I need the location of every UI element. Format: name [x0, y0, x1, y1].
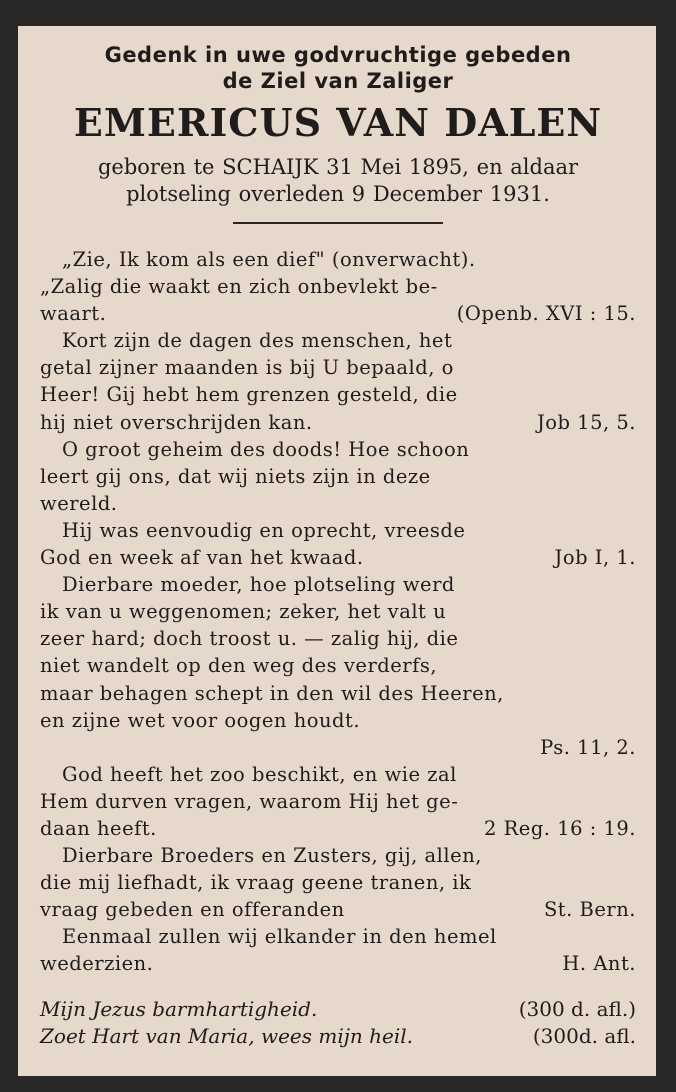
verse-line: O groot geheim des doods! Hoe schoon — [62, 437, 470, 461]
verse-last-line — [40, 544, 636, 571]
verse-line: God en week af van het kwaad. — [40, 546, 364, 570]
prayer-text: Zoet Hart van Maria, wees mijn heil. — [40, 1023, 414, 1048]
header-line-1: Gedenk in uwe godvruchtige gebeden — [104, 43, 572, 67]
verse-line: Hij was eenvoudig en oprecht, vreesde — [62, 518, 466, 542]
born-line-2: plotseling overleden 9 December 1931. — [126, 182, 550, 206]
verse — [40, 246, 636, 327]
verse-line: hij niet overschrijden kan. — [40, 410, 313, 434]
birth-death-info — [40, 154, 636, 208]
verse-last-line — [40, 815, 636, 842]
verse-line: maar behagen schept in den wil des Heeren, — [40, 681, 504, 705]
verse — [40, 842, 636, 923]
verse-line: Hem durven vragen, waarom Hij het ge- — [40, 789, 459, 813]
verse-line: vraag gebeden en offeranden — [40, 898, 345, 922]
verses-block — [40, 246, 636, 978]
verse-line: wederzien. — [40, 952, 154, 976]
verse-line: daan heeft. — [40, 816, 157, 840]
footer-prayer-line — [40, 1023, 636, 1050]
scripture-reference: Ps. 11, 2. — [540, 735, 636, 759]
verse — [40, 517, 636, 571]
header-line-2: de Ziel van Zaliger — [222, 69, 454, 93]
verse-last-line — [40, 950, 636, 977]
verse-line: ik van u weggenomen; zeker, het valt u — [40, 600, 447, 624]
verse-line: Kort zijn de dagen des menschen, het — [62, 329, 453, 353]
scripture-reference: 2 Reg. 16 : 19. — [484, 816, 636, 840]
verse — [40, 327, 636, 435]
verse-line: die mij liefhadt, ik vraag geene tranen, ik — [40, 871, 472, 895]
prayer-footer — [40, 996, 636, 1050]
verse-line: en zijne wet voor oogen houdt. — [40, 708, 361, 732]
verse-line: niet wandelt op den weg des verderfs, — [40, 654, 438, 678]
verse-line: getal zijner maanden is bij U bepaald, o — [40, 356, 454, 380]
verse-last-line — [40, 896, 636, 923]
verse-line: God heeft het zoo beschikt, en wie zal — [62, 762, 457, 786]
scripture-reference: Job 15, 5. — [536, 410, 636, 434]
verse-last-line — [40, 734, 636, 761]
scripture-reference: St. Bern. — [543, 898, 636, 922]
verse-line: wereld. — [40, 491, 118, 515]
scripture-reference: Job I, 1. — [554, 546, 636, 570]
verse — [40, 923, 636, 977]
verse-line: Eenmaal zullen wij elkander in den hemel — [62, 925, 497, 949]
verse-line: „Zalig die waakt en zich onbevlekt be- — [40, 275, 438, 299]
verse-line: leert gij ons, dat wij niets zijn in deze — [40, 464, 431, 488]
verse-line: Heer! Gij hebt hem grenzen gesteld, die — [40, 383, 458, 407]
indulgence-note: (300d. afl. — [532, 1023, 636, 1048]
scripture-reference: H. Ant. — [562, 952, 636, 976]
card-header — [40, 42, 636, 94]
verse-line: zeer hard; doch troost u. — zalig hij, die — [40, 627, 459, 651]
verse — [40, 436, 636, 517]
verse-line: Dierbare moeder, hoe plotseling werd — [62, 573, 455, 597]
verse — [40, 571, 636, 761]
verse-line: Dierbare Broeders en Zusters, gij, allen, — [62, 844, 482, 868]
deceased-name: EMERICUS VAN DALEN — [73, 100, 603, 145]
verse-last-line — [40, 300, 636, 327]
memorial-card — [18, 26, 656, 1076]
born-line-1: geboren te SCHAIJK 31 Mei 1895, en aldaar — [97, 155, 579, 179]
indulgence-note: (300 d. afl.) — [518, 996, 636, 1021]
scripture-reference: (Openb. XVI : 15. — [456, 302, 636, 326]
prayer-text: Mijn Jezus barmhartigheid. — [40, 996, 318, 1021]
verse-line: „Zie, Ik kom als een dief" (onverwacht). — [62, 248, 476, 271]
verse — [40, 761, 636, 842]
footer-prayer-line — [40, 996, 636, 1023]
divider — [233, 222, 443, 224]
verse-line: waart. — [40, 302, 107, 326]
verse-last-line — [40, 409, 636, 436]
